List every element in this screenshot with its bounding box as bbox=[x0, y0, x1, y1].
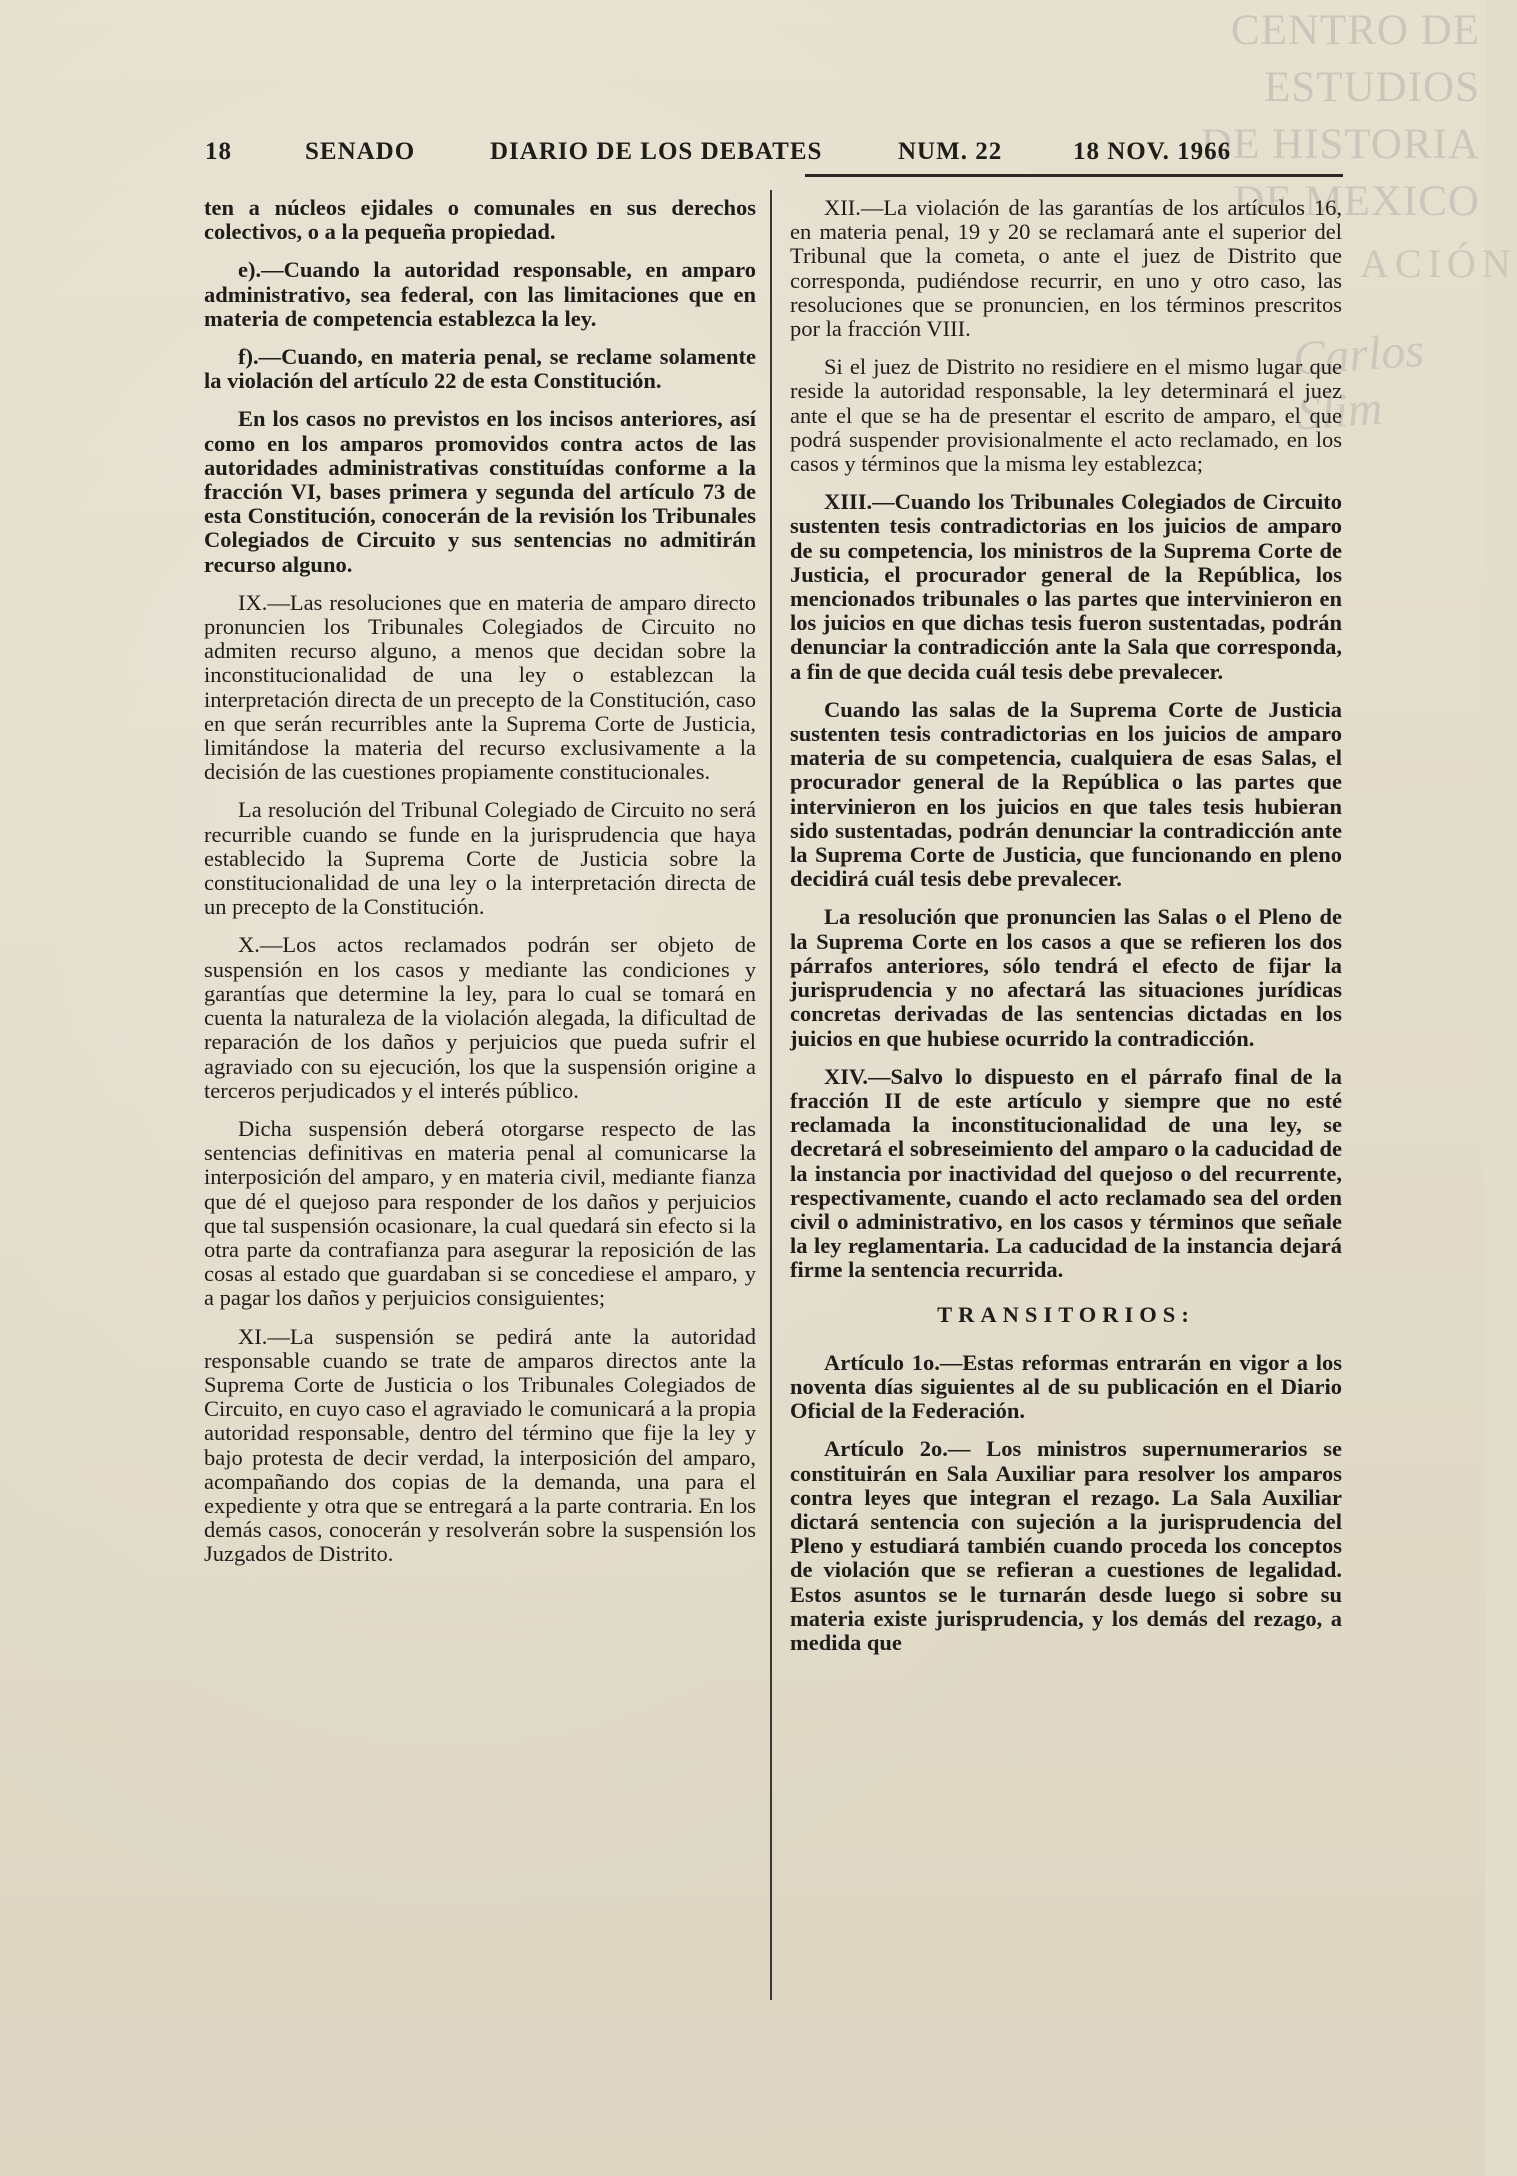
header-rule bbox=[805, 174, 1343, 177]
paragraph: X.—Los actos reclamados podrán ser objeto de suspensión en los casos y mediante las condiciones y garantías que determine la ley, para lo cual se tomará en cuenta la naturaleza de la violación alegada, la dificultad de reparación de los daños y perjuicios que pueda sufrir el agraviado con su ejecución, los que la suspensión origine a terceros perjudicados y el interés público. bbox=[204, 932, 756, 1103]
watermark-line: DE HISTORIA bbox=[1201, 121, 1480, 168]
paragraph: IX.—Las resoluciones que en materia de amparo directo pronuncien los Tribunales Colegiados de Circuito no admiten recurso alguno, a menos que decidan sobre la inconstitucionalidad de una ley o establezcan la interpretación directa de un precepto de la Constitución, caso en que serán recurribles ante la Suprema Corte de Justicia, limitándose la materia del recurso exclusivamente a la decisión de las cuestiones propiamente constitucionales. bbox=[204, 589, 756, 785]
paragraph: Cuando las salas de la Suprema Corte de Justicia sustenten tesis contradictorias en los juicios de amparo materia de su competencia, cualquiera de esas Salas, el procurador general de la República o las partes que intervinieron en los juicios en que tales tesis hubieran sido sustentadas, podrán denunciar la contradicción ante la Suprema Corte de Justicia, que funcionando en pleno decidirá cuál tesis debe prevalecer. bbox=[790, 696, 1342, 892]
paragraph: ten a núcleos ejidales o comunales en sus derechos colectivos, o a la pequeña propiedad. bbox=[204, 195, 756, 245]
paragraph: XI.—La suspensión se pedirá ante la autoridad responsable cuando se trate de amparos directos ante la Suprema Corte de Justicia o los Tribunales Colegiados de Circuito, en cuyo caso el agraviado le comunicará a la propia autoridad responsable, dentro del término que fije la ley y bajo protesta de decir verdad, la interposición del amparo, acompañando dos copias de la demanda, una para el expediente y otra que se entregará a la parte contraria. En los demás casos, conocerán y resolverán sobre la suspensión los Juzgados de Distrito. bbox=[204, 1323, 756, 1567]
issue-number: NUM. 22 bbox=[898, 138, 1003, 165]
watermark-fragment: ACIÓN bbox=[1360, 241, 1517, 286]
paragraph: Artículo 1o.—Estas reformas entrarán en vigor a los noventa días siguientes al de su publicación en el Diario Oficial de la Federación. bbox=[790, 1349, 1342, 1424]
paragraph: Si el juez de Distrito no residiere en el mismo lugar que reside la autoridad responsable, la ley determinará el juez ante el que se ha de presentar el escrito de amparo, el que podrá suspender provisionalmente el acto reclamado, en los casos y términos que la misma ley establezca; bbox=[790, 354, 1342, 477]
column-divider bbox=[770, 190, 772, 2000]
left-column bbox=[204, 196, 756, 1581]
section-name: SENADO bbox=[305, 138, 416, 165]
watermark-line: DE MEXICO bbox=[1233, 178, 1480, 225]
watermark-signature: Carlos Slim bbox=[1291, 323, 1426, 441]
page-header bbox=[205, 138, 1340, 174]
paragraph: e).—Cuando la autoridad responsable, en amparo administrativo, sea federal, con las limitaciones que en materia de competencia establezca la ley. bbox=[204, 257, 756, 331]
issue-date: 18 NOV. 1966 bbox=[1073, 138, 1232, 165]
paragraph: La resolución del Tribunal Colegiado de Circuito no será recurrible cuando se funde en la jurisprudencia que haya establecido la Suprema Corte de Justicia sobre la constitucionalidad de una ley o la interpretación directa de un precepto de la Constitución. bbox=[204, 797, 756, 920]
publication-title: DIARIO DE LOS DEBATES bbox=[490, 138, 823, 165]
paragraph: La resolución que pronuncien las Salas o el Pleno de la Suprema Corte en los casos a que se refieren los dos párrafos anteriores, sólo tendrá el efecto de fijar la jurisprudencia y no afectará las situaciones jurídicas concretas derivadas de las sentencias dictadas en los juicios en que hubiese ocurrido la contradicción. bbox=[790, 904, 1342, 1051]
paragraph: XIV.—Salvo lo dispuesto en el párrafo final de la fracción II de este artículo y siempre que no esté reclamada la inconstitucionalidad de una ley, se decretará el sobreseimiento del amparo o la caducidad de la instancia por inactividad del quejoso o del recurrente, respectivamente, cuando el acto reclamado sea del orden civil o administrativo, en los casos y términos que señale la ley reglamentaria. La caducidad de la instancia dejará firme la sentencia recurrida. bbox=[790, 1063, 1342, 1283]
paragraph: XIII.—Cuando los Tribunales Colegiados de Circuito sustenten tesis contradictorias en los juicios de amparo de su competencia, los ministros de la Suprema Corte de Justicia, el procurador general de la República, los mencionados tribunales o las partes que intervinieron en los juicios en que dichas tesis fueron sustentadas, podrán denunciar la contradicción ante la Sala que corresponda, a fin de que decida cuál tesis debe prevalecer. bbox=[790, 489, 1342, 684]
paragraph: En los casos no previstos en los incisos anteriores, así como en los amparos promovidos contra actos de las autoridades administrativas constituídas conforme a la fracción VI, bases primera y segunda del artículo 73 de esta Constitución, conocerán de la revisión los Tribunales Colegiados de Circuito y sus sentencias no admitirán recurso alguno. bbox=[204, 406, 756, 577]
paragraph: Dicha suspensión deberá otorgarse respecto de las sentencias definitivas en materia penal al comunicarse la interposición del amparo, y en materia civil, mediante fianza que dé el quejoso para responder de los daños y perjuicios que tal suspensión ocasionare, la cual quedará sin efecto si la otra parte da contrafianza para asegurar la reposición de las cosas al estado que guardaban si se concediese el amparo, y a pagar los daños y perjuicios consiguientes; bbox=[204, 1115, 756, 1311]
page-number: 18 bbox=[205, 138, 232, 165]
paragraph: Artículo 2o.— Los ministros supernumerarios se constituirán en Sala Auxiliar para resolver los amparos contra leyes que integran el rezago. La Sala Auxiliar dictará sentencia con sujeción a la jurisprudencia del Pleno y estudiará también cuando proceda los conceptos de violación que se refieran a cuestiones de legalidad. Estos asuntos se le turnarán desde luego si sobre su materia existe jurisprudencia, y los demás del rezago, a medida que bbox=[790, 1436, 1342, 1655]
watermark-line: CENTRO DE bbox=[1230, 7, 1480, 54]
paragraph: XII.—La violación de las garantías de los artículos 16, en materia penal, 19 y 20 se reclamará ante el superior del Tribunal que la cometa, o ante el juez de Distrito que corresponda, pudiéndose recurrir, en uno y otro caso, las resoluciones que se pronuncien, en los términos prescritos por la fracción VIII. bbox=[790, 195, 1342, 342]
section-heading: TRANSITORIOS: bbox=[937, 1301, 1195, 1327]
paragraph: f).—Cuando, en materia penal, se reclame solamente la violación del artículo 22 de esta Constitución. bbox=[204, 344, 756, 394]
watermark-line: ESTUDIOS bbox=[1264, 64, 1480, 111]
right-column bbox=[790, 196, 1342, 1669]
